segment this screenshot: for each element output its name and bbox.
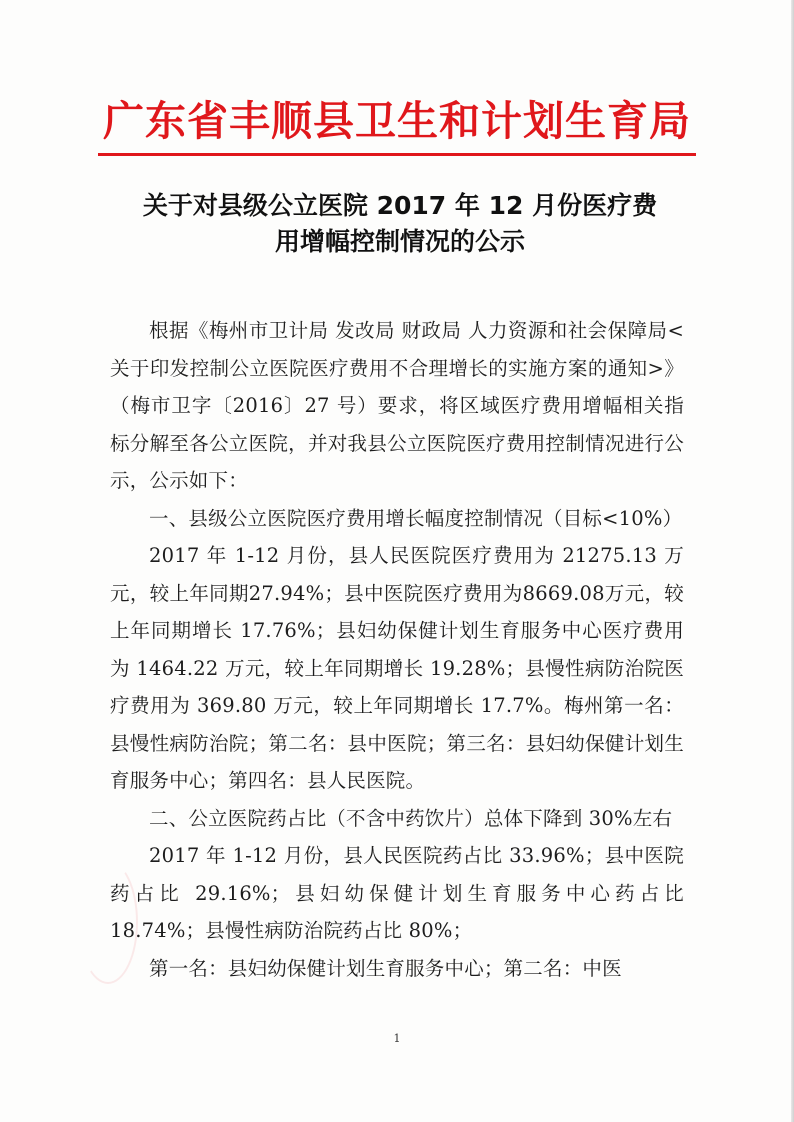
body-paragraph-intro: 根据《梅州市卫计局 发改局 财政局 人力资源和社会保障局<关于印发控制公立医院医疗费用不合理增长的实施方案的通知>》（梅市卫字〔2016〕27 号）要求，将区域医疗费用增幅相关指标分解至各公立医院，并对我县公立医院医疗费用控制情况进行公示，公示如下：	[110, 319, 684, 492]
body-paragraph-drug-ratio: 2017 年 1-12 月份，县人民医院药占比 33.96%；县中医院药占比 29.16%；县妇幼保健计划生育服务中心药占比 18.74%；县慢性病防治院药占比 80%；	[110, 844, 684, 942]
section-heading-1: 一、县级公立医院医疗费用增长幅度控制情况（目标<10%）	[149, 506, 683, 530]
body-paragraph-ranking: 第一名：县妇幼保健计划生育服务中心；第二名：中医	[149, 956, 622, 980]
document-title-line-1: 关于对县级公立医院 2017 年 12 月份医疗费	[142, 191, 658, 220]
letterhead-org-name: 广东省丰顺县卫生和计划生育局	[103, 97, 691, 145]
seal-stamp-edge	[78, 860, 138, 984]
document-title-line-2: 用增幅控制情况的公示	[274, 227, 525, 256]
section-heading-2: 二、公立医院药占比（不含中药饮片）总体下降到 30%左右	[149, 806, 673, 830]
page-number: 1	[393, 1032, 401, 1045]
document-body	[110, 312, 684, 987]
document-title	[110, 188, 690, 260]
body-paragraph-expense-growth: 2017 年 1-12 月份，县人民医院医疗费用为 21275.13 万元，较上年同期27.94%；县中医院医疗费用为8669.08万元，较上年同期增长 17.76%；县妇幼保健计划生育服务中心医疗费用为 1464.22 万元，较上年同期增长 19.28%；县慢性病防治院医疗费用为 369.80 万元，较上年同期增长 17.7%。梅州第一名：县慢性病防治院；第二名：县中医院；第三名：县妇幼保健计划生育服务中心；第四名：县人民医院。	[110, 544, 684, 792]
letterhead-red-rule	[98, 153, 696, 156]
